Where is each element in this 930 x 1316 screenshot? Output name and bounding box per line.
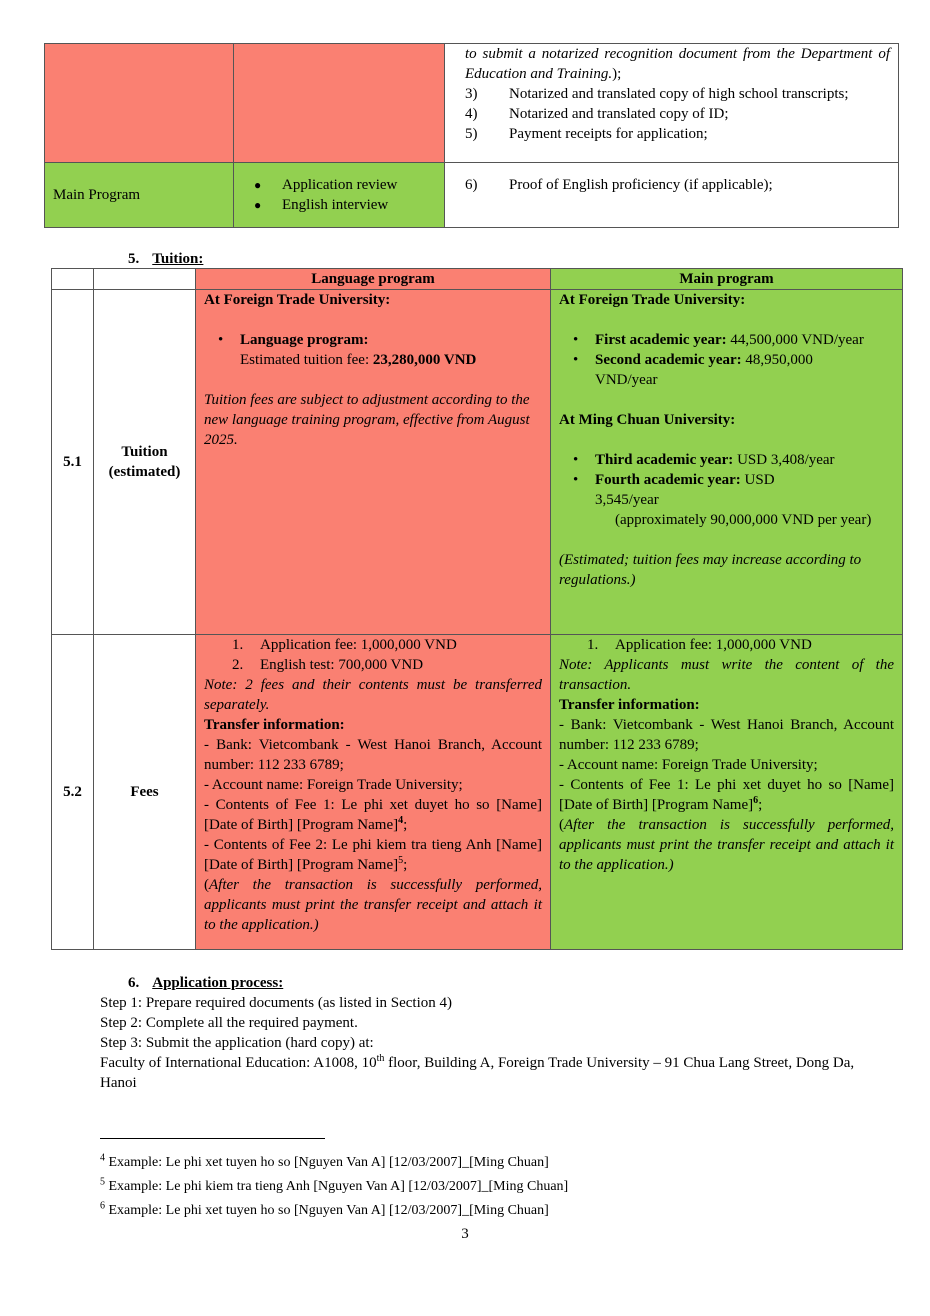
step-item: Step 3: Submit the application (hard copy) at: [100,1035,374,1051]
section-number: 6. [128,975,140,991]
program-cell [45,163,234,228]
list-item: • Language program: Estimated tuition fee: 23,280,000 VND [204,330,542,370]
transfer-title: Transfer information: [559,697,700,713]
footnotes [100,1154,880,1220]
application-steps [100,993,880,1093]
submission-address: Faculty of International Education: A1008, 10th floor, Building A, Foreign Trade University – 91 Chua Lang Street, Dong Da, Hanoi [100,1053,855,1091]
bank-info: - Bank: Vietcombank - West Hanoi Branch, Account number: 112 233 6789; [204,737,542,773]
account-name: - Account name: Foreign Trade University; [559,757,818,773]
section-heading [128,973,283,993]
after-transaction-note: (After the transaction is successfully performed, applicants must print the transfer receipt and attach it to the application.) [204,877,542,933]
documents-cell: to submit a notarized recognition document from the Department of Education and Training.); 3) Notarized and translated copy of high school transcripts; 4) Notarized and translated copy of ID; 5) Payment receipts for application; [445,44,899,163]
list-item: 2. English test: 700,000 VND [232,657,424,673]
fee1-contents: - Contents of Fee 1: Le phi xet duyet ho so [Name] [Date of Birth] [Program Name]$^6$; [559,777,894,813]
list-item: 5) Payment receipts for application; [465,126,708,142]
tuition-table [51,268,903,950]
after-transaction-note: (After the transaction is successfully performed, applicants must print the transfer receipt and attach it to the application.) [559,817,894,873]
list-item: 6) Proof of English proficiency (if applicable); [465,177,773,193]
section-title: Tuition: [152,251,204,267]
fee2-contents: - Contents of Fee 2: Le phi kiem tra tieng Anh [Name] [Date of Birth] [Program Name]$^5$; [204,837,542,873]
table-row [45,44,899,163]
row-label: Tuition (estimated) [94,290,196,635]
fee-note: Note: 2 fees and their contents must be transferred separately. [204,677,542,713]
list-item: 4) Notarized and translated copy of ID; [465,106,729,122]
documents-cell [445,163,899,228]
fee1-contents: - Contents of Fee 1: Le phi xet duyet ho so [Name] [Date of Birth] [Program Name]$^4$; [204,797,542,833]
header-main: Main program [551,269,903,290]
section-heading [128,249,203,269]
main-fees-cell [551,635,903,950]
tuition-note: (Estimated; tuition fees may increase according to regulations.) [559,552,862,588]
step-item: Step 1: Prepare required documents (as listed in Section 4) [100,995,452,1011]
list-item: • Third academic year: USD 3,408/year [559,450,894,470]
footnote: $^4$ Example: Le phi xet tuyen ho so [Nguyen Van A] [12/03/2007]_[Ming Chuan] [100,1152,549,1170]
place-label: At Foreign Trade University: [559,292,746,308]
list-item: 1. Application fee: 1,000,000 VND [232,637,457,653]
tuition-note: Tuition fees are subject to adjustment according to the new language training program, effective from August 2025. [204,392,530,448]
footnote: $^5$ Example: Le phi kiem tra tieng Anh [Nguyen Van A] [12/03/2007]_[Ming Chuan] [100,1176,569,1194]
list-item: • Second academic year: 48,950,000 VND/year [559,350,874,390]
account-name: - Account name: Foreign Trade University; [204,777,463,793]
footnote: $^6$ Example: Le phi xet tuyen ho so [Nguyen Van A] [12/03/2007]_[Ming Chuan] [100,1200,549,1218]
section-number: 5. [128,251,140,267]
place-label: At Ming Chuan University: [559,412,736,428]
fee-note: Note: Applicants must write the content of the transaction. [559,657,894,693]
language-fees-cell [196,635,551,950]
list-item: ● Application review [242,175,436,195]
program-cell [45,44,234,163]
doc-intro: to submit a notarized recognition document from the Department of Education and Training. [465,46,890,82]
place-label: At Foreign Trade University: [204,292,391,308]
row-label: Fees [94,635,196,950]
transfer-title: Transfer information: [204,717,345,733]
program-label: Main Program [53,187,141,203]
table-row [52,290,903,635]
table-row [45,163,899,228]
list-item: 1. Application fee: 1,000,000 VND [587,637,812,653]
requirements-table [44,43,899,228]
bank-info: - Bank: Vietcombank - West Hanoi Branch, Account number: 112 233 6789; [559,717,894,753]
list-item: 3) Notarized and translated copy of high school transcripts; [465,86,849,102]
stages-cell [234,163,445,228]
language-tuition-cell [196,290,551,635]
step-item: Step 2: Complete all the required payment. [100,1015,358,1031]
row-number: 5.1 [52,290,94,635]
page-number: 3 [461,1226,469,1242]
list-item: ● English interview [242,195,436,215]
main-tuition-cell [551,290,903,635]
table-header-row [52,269,903,290]
footnote-separator [100,1138,325,1139]
list-item: • First academic year: 44,500,000 VND/year [559,330,874,350]
section-title: Application process: [152,975,284,991]
stages-cell [234,44,445,163]
header-language: Language program [196,269,551,290]
list-item: • Fourth academic year: USD 3,545/year [559,470,894,510]
row-number: 5.2 [52,635,94,950]
approx-note: (approximately 90,000,000 VND per year) [615,512,872,528]
table-row [52,635,903,950]
